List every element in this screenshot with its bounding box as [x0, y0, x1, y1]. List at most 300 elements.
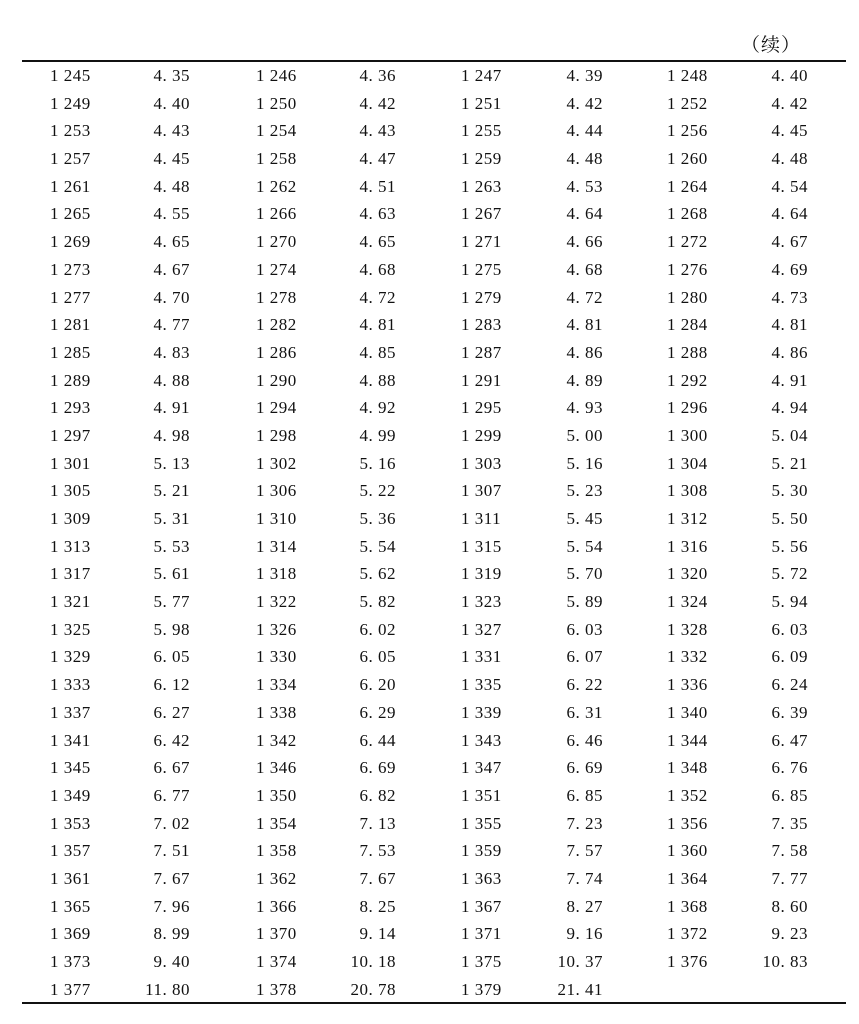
- value-cell: 7. 58: [771, 841, 808, 861]
- value-cell: 4. 77: [153, 315, 190, 335]
- value-cell: 5. 56: [771, 536, 808, 556]
- row-number-cell: 1 323: [461, 592, 502, 612]
- value-cell: 5. 72: [771, 564, 808, 584]
- row-number-cell: 1 301: [50, 453, 91, 473]
- value-cell: 5. 89: [566, 592, 603, 612]
- value-cell: 5. 54: [566, 536, 603, 556]
- row-number-cell: 1 330: [256, 647, 297, 667]
- value-cell: 6. 76: [771, 758, 808, 778]
- row-number-cell: 1 252: [667, 93, 708, 113]
- value-cell: 5. 45: [566, 509, 603, 528]
- row-number-cell: 1 357: [50, 841, 91, 861]
- row-number-cell: 1 281: [50, 315, 91, 335]
- row-number-cell: 1 373: [50, 952, 91, 971]
- value-cell: 9. 16: [566, 924, 603, 944]
- value-cell: 4. 45: [771, 121, 808, 141]
- row-number-cell: 1 255: [461, 121, 502, 141]
- row-number-cell: 1 286: [256, 342, 297, 362]
- value-cell: 4. 55: [153, 204, 190, 224]
- value-cell: 6. 69: [359, 758, 396, 778]
- row-number-cell: 1 326: [256, 619, 297, 639]
- value-cell: 4. 68: [359, 259, 396, 279]
- value-cell: 5. 30: [771, 481, 808, 501]
- row-number-cell: 1 292: [667, 370, 708, 390]
- value-cell: 4. 51: [359, 176, 396, 196]
- table-row: [0, 394, 859, 422]
- value-cell: 4. 54: [771, 176, 808, 196]
- row-number-cell: 1 270: [256, 232, 297, 252]
- value-cell: 10. 37: [557, 952, 603, 971]
- row-number-cell: 1 267: [461, 204, 502, 224]
- value-cell: 5. 00: [566, 425, 603, 445]
- table-row: [0, 643, 859, 671]
- value-cell: 4. 98: [153, 425, 190, 445]
- row-number-cell: 1 312: [667, 509, 708, 528]
- table-row: [0, 560, 859, 588]
- value-cell: 4. 89: [566, 370, 603, 390]
- value-cell: 6. 85: [771, 785, 808, 805]
- value-cell: 5. 23: [566, 481, 603, 501]
- row-number-cell: 1 329: [50, 647, 91, 667]
- row-number-cell: 1 378: [256, 979, 297, 999]
- value-cell: 6. 20: [359, 675, 396, 695]
- value-cell: 5. 21: [771, 453, 808, 473]
- value-cell: 4. 73: [771, 287, 808, 307]
- value-cell: 4. 85: [359, 342, 396, 362]
- row-number-cell: 1 320: [667, 564, 708, 584]
- value-cell: 6. 39: [771, 702, 808, 722]
- value-cell: 4. 69: [771, 259, 808, 279]
- value-cell: 4. 63: [359, 204, 396, 224]
- row-number-cell: 1 275: [461, 259, 502, 279]
- value-cell: 4. 92: [359, 398, 396, 418]
- value-cell: 10. 18: [350, 952, 396, 971]
- row-number-cell: 1 249: [50, 93, 91, 113]
- value-cell: 7. 67: [359, 868, 396, 888]
- row-number-cell: 1 322: [256, 592, 297, 612]
- value-cell: 5. 61: [153, 564, 190, 584]
- value-cell: 6. 05: [153, 647, 190, 667]
- value-cell: 5. 04: [771, 425, 808, 445]
- row-number-cell: 1 311: [461, 509, 502, 528]
- row-number-cell: 1 338: [256, 702, 297, 722]
- row-number-cell: 1 347: [461, 758, 502, 778]
- row-number-cell: 1 379: [461, 979, 502, 999]
- row-number-cell: 1 269: [50, 232, 91, 252]
- value-cell: 6. 05: [359, 647, 396, 667]
- value-cell: 6. 47: [771, 730, 808, 750]
- table-row: [0, 754, 859, 782]
- value-cell: 6. 09: [771, 647, 808, 667]
- row-number-cell: 1 353: [50, 813, 91, 833]
- row-number-cell: 1 321: [50, 592, 91, 612]
- value-cell: 9. 23: [771, 924, 808, 944]
- value-cell: 5. 53: [153, 536, 190, 556]
- table-row: [0, 145, 859, 173]
- table-row: [0, 90, 859, 118]
- value-cell: 4. 44: [566, 121, 603, 141]
- table-row: [0, 865, 859, 893]
- row-number-cell: 1 294: [256, 398, 297, 418]
- table-row: [0, 810, 859, 838]
- value-cell: 4. 65: [359, 232, 396, 252]
- value-cell: 6. 46: [566, 730, 603, 750]
- row-number-cell: 1 296: [667, 398, 708, 418]
- value-cell: 6. 31: [566, 702, 603, 722]
- row-number-cell: 1 280: [667, 287, 708, 307]
- value-cell: 4. 68: [566, 259, 603, 279]
- table-row: [0, 727, 859, 755]
- value-cell: 5. 50: [771, 509, 808, 528]
- row-number-cell: 1 362: [256, 868, 297, 888]
- table-row: [0, 588, 859, 616]
- table-row: [0, 422, 859, 450]
- value-cell: 7. 74: [566, 868, 603, 888]
- row-number-cell: 1 351: [461, 785, 502, 805]
- table-row: [0, 699, 859, 727]
- value-cell: 6. 42: [153, 730, 190, 750]
- value-cell: 4. 86: [566, 342, 603, 362]
- value-cell: 4. 88: [359, 370, 396, 390]
- value-cell: 5. 22: [359, 481, 396, 501]
- value-cell: 4. 64: [566, 204, 603, 224]
- row-number-cell: 1 374: [256, 952, 297, 971]
- value-cell: 5. 13: [153, 453, 190, 473]
- row-number-cell: 1 254: [256, 121, 297, 141]
- row-number-cell: 1 309: [50, 509, 91, 528]
- row-number-cell: 1 331: [461, 647, 502, 667]
- table-row: [0, 117, 859, 145]
- row-number-cell: 1 300: [667, 425, 708, 445]
- row-number-cell: 1 273: [50, 259, 91, 279]
- row-number-cell: 1 307: [461, 481, 502, 501]
- value-cell: 7. 02: [153, 813, 190, 833]
- table-row: [0, 671, 859, 699]
- row-number-cell: 1 288: [667, 342, 708, 362]
- value-cell: 4. 81: [771, 315, 808, 335]
- value-cell: 10. 83: [762, 952, 808, 971]
- row-number-cell: 1 261: [50, 176, 91, 196]
- row-number-cell: 1 377: [50, 979, 91, 999]
- row-number-cell: 1 366: [256, 896, 297, 916]
- row-number-cell: 1 245: [50, 66, 91, 85]
- row-number-cell: 1 363: [461, 868, 502, 888]
- row-number-cell: 1 359: [461, 841, 502, 861]
- row-number-cell: 1 325: [50, 619, 91, 639]
- value-cell: 5. 94: [771, 592, 808, 612]
- value-cell: 4. 48: [153, 176, 190, 196]
- row-number-cell: 1 368: [667, 896, 708, 916]
- row-number-cell: 1 251: [461, 93, 502, 113]
- row-number-cell: 1 297: [50, 425, 91, 445]
- value-cell: 4. 88: [153, 370, 190, 390]
- value-cell: 4. 47: [359, 149, 396, 169]
- value-cell: 6. 22: [566, 675, 603, 695]
- value-cell: 6. 85: [566, 785, 603, 805]
- table-row: [0, 228, 859, 256]
- row-number-cell: 1 355: [461, 813, 502, 833]
- row-number-cell: 1 278: [256, 287, 297, 307]
- row-number-cell: 1 248: [667, 66, 708, 85]
- row-number-cell: 1 335: [461, 675, 502, 695]
- table-row: [0, 837, 859, 865]
- row-number-cell: 1 376: [667, 952, 708, 971]
- row-number-cell: 1 287: [461, 342, 502, 362]
- value-cell: 6. 03: [771, 619, 808, 639]
- table-row: [0, 948, 859, 976]
- value-cell: 4. 43: [359, 121, 396, 141]
- row-number-cell: 1 306: [256, 481, 297, 501]
- value-cell: 4. 35: [153, 66, 190, 85]
- row-number-cell: 1 305: [50, 481, 91, 501]
- value-cell: 5. 77: [153, 592, 190, 612]
- row-number-cell: 1 263: [461, 176, 502, 196]
- row-number-cell: 1 299: [461, 425, 502, 445]
- row-number-cell: 1 298: [256, 425, 297, 445]
- row-number-cell: 1 360: [667, 841, 708, 861]
- row-number-cell: 1 336: [667, 675, 708, 695]
- row-number-cell: 1 375: [461, 952, 502, 971]
- row-number-cell: 1 332: [667, 647, 708, 667]
- row-number-cell: 1 350: [256, 785, 297, 805]
- value-cell: 8. 27: [566, 896, 603, 916]
- table-row: [0, 200, 859, 228]
- value-cell: 4. 40: [153, 93, 190, 113]
- row-number-cell: 1 365: [50, 896, 91, 916]
- value-cell: 4. 83: [153, 342, 190, 362]
- row-number-cell: 1 304: [667, 453, 708, 473]
- value-cell: 4. 45: [153, 149, 190, 169]
- table-row: [0, 284, 859, 312]
- value-cell: 5. 54: [359, 536, 396, 556]
- row-number-cell: 1 318: [256, 564, 297, 584]
- row-number-cell: 1 327: [461, 619, 502, 639]
- value-cell: 4. 65: [153, 232, 190, 252]
- value-cell: 4. 67: [771, 232, 808, 252]
- value-cell: 4. 53: [566, 176, 603, 196]
- row-number-cell: 1 285: [50, 342, 91, 362]
- row-number-cell: 1 349: [50, 785, 91, 805]
- row-number-cell: 1 339: [461, 702, 502, 722]
- row-number-cell: 1 367: [461, 896, 502, 916]
- value-cell: 5. 70: [566, 564, 603, 584]
- table-row: [0, 173, 859, 201]
- value-cell: 4. 36: [359, 66, 396, 85]
- value-cell: 4. 43: [153, 121, 190, 141]
- row-number-cell: 1 276: [667, 259, 708, 279]
- row-number-cell: 1 314: [256, 536, 297, 556]
- row-number-cell: 1 247: [461, 66, 502, 85]
- value-cell: 6. 27: [153, 702, 190, 722]
- row-number-cell: 1 293: [50, 398, 91, 418]
- value-cell: 4. 72: [566, 287, 603, 307]
- value-cell: 7. 57: [566, 841, 603, 861]
- row-number-cell: 1 345: [50, 758, 91, 778]
- value-cell: 7. 23: [566, 813, 603, 833]
- row-number-cell: 1 337: [50, 702, 91, 722]
- value-cell: 6. 29: [359, 702, 396, 722]
- row-number-cell: 1 371: [461, 924, 502, 944]
- value-cell: 5. 36: [359, 509, 396, 528]
- row-number-cell: 1 315: [461, 536, 502, 556]
- value-cell: 5. 31: [153, 509, 190, 528]
- table-row: [0, 893, 859, 921]
- row-number-cell: 1 341: [50, 730, 91, 750]
- value-cell: 4. 40: [771, 66, 808, 85]
- value-cell: 6. 03: [566, 619, 603, 639]
- row-number-cell: 1 291: [461, 370, 502, 390]
- row-number-cell: 1 340: [667, 702, 708, 722]
- row-number-cell: 1 264: [667, 176, 708, 196]
- value-cell: 4. 91: [771, 370, 808, 390]
- value-cell: 7. 13: [359, 813, 396, 833]
- value-cell: 4. 99: [359, 425, 396, 445]
- value-cell: 4. 81: [566, 315, 603, 335]
- row-number-cell: 1 262: [256, 176, 297, 196]
- row-number-cell: 1 279: [461, 287, 502, 307]
- table-row: [0, 450, 859, 478]
- table-row: [0, 505, 859, 533]
- value-cell: 7. 35: [771, 813, 808, 833]
- row-number-cell: 1 342: [256, 730, 297, 750]
- row-number-cell: 1 313: [50, 536, 91, 556]
- row-number-cell: 1 361: [50, 868, 91, 888]
- value-cell: 6. 24: [771, 675, 808, 695]
- table-row: [0, 62, 859, 90]
- row-number-cell: 1 346: [256, 758, 297, 778]
- row-number-cell: 1 266: [256, 204, 297, 224]
- table-bottom-rule: [22, 1002, 846, 1004]
- row-number-cell: 1 295: [461, 398, 502, 418]
- continued-label: （续）: [740, 35, 801, 56]
- value-cell: 4. 39: [566, 66, 603, 85]
- row-number-cell: 1 259: [461, 149, 502, 169]
- row-number-cell: 1 283: [461, 315, 502, 335]
- row-number-cell: 1 303: [461, 453, 502, 473]
- value-cell: 4. 93: [566, 398, 603, 418]
- row-number-cell: 1 265: [50, 204, 91, 224]
- value-cell: 9. 40: [153, 952, 190, 971]
- value-cell: 6. 07: [566, 647, 603, 667]
- table-row: [0, 976, 859, 1004]
- value-cell: 6. 82: [359, 785, 396, 805]
- row-number-cell: 1 316: [667, 536, 708, 556]
- value-cell: 7. 53: [359, 841, 396, 861]
- table-row: [0, 920, 859, 948]
- value-cell: 4. 86: [771, 342, 808, 362]
- value-cell: 7. 77: [771, 868, 808, 888]
- value-cell: 8. 25: [359, 896, 396, 916]
- table-row: [0, 477, 859, 505]
- row-number-cell: 1 343: [461, 730, 502, 750]
- value-cell: 4. 91: [153, 398, 190, 418]
- table-row: [0, 782, 859, 810]
- row-number-cell: 1 258: [256, 149, 297, 169]
- value-cell: 6. 44: [359, 730, 396, 750]
- row-number-cell: 1 324: [667, 592, 708, 612]
- table-row: [0, 311, 859, 339]
- row-number-cell: 1 369: [50, 924, 91, 944]
- row-number-cell: 1 328: [667, 619, 708, 639]
- table-row: [0, 367, 859, 395]
- row-number-cell: 1 358: [256, 841, 297, 861]
- row-number-cell: 1 356: [667, 813, 708, 833]
- value-cell: 4. 72: [359, 287, 396, 307]
- value-cell: 9. 14: [359, 924, 396, 944]
- value-cell: 5. 21: [153, 481, 190, 501]
- row-number-cell: 1 334: [256, 675, 297, 695]
- row-number-cell: 1 364: [667, 868, 708, 888]
- value-cell: 4. 42: [771, 93, 808, 113]
- value-cell: 7. 67: [153, 868, 190, 888]
- value-cell: 4. 48: [566, 149, 603, 169]
- value-cell: 20. 78: [350, 979, 396, 999]
- row-number-cell: 1 290: [256, 370, 297, 390]
- value-cell: 21. 41: [557, 979, 603, 999]
- data-table: [0, 62, 859, 1003]
- value-cell: 4. 67: [153, 259, 190, 279]
- row-number-cell: 1 256: [667, 121, 708, 141]
- value-cell: 7. 51: [153, 841, 190, 861]
- value-cell: 4. 64: [771, 204, 808, 224]
- value-cell: 6. 02: [359, 619, 396, 639]
- row-number-cell: 1 253: [50, 121, 91, 141]
- value-cell: 8. 99: [153, 924, 190, 944]
- row-number-cell: 1 250: [256, 93, 297, 113]
- value-cell: 6. 12: [153, 675, 190, 695]
- row-number-cell: 1 284: [667, 315, 708, 335]
- table-row: [0, 339, 859, 367]
- value-cell: 5. 16: [359, 453, 396, 473]
- row-number-cell: 1 257: [50, 149, 91, 169]
- row-number-cell: 1 289: [50, 370, 91, 390]
- value-cell: 5. 16: [566, 453, 603, 473]
- table-row: [0, 533, 859, 561]
- table-row: [0, 616, 859, 644]
- row-number-cell: 1 308: [667, 481, 708, 501]
- value-cell: 4. 66: [566, 232, 603, 252]
- row-number-cell: 1 268: [667, 204, 708, 224]
- value-cell: 6. 69: [566, 758, 603, 778]
- row-number-cell: 1 260: [667, 149, 708, 169]
- value-cell: 7. 96: [153, 896, 190, 916]
- row-number-cell: 1 277: [50, 287, 91, 307]
- value-cell: 6. 67: [153, 758, 190, 778]
- value-cell: 4. 48: [771, 149, 808, 169]
- value-cell: 4. 94: [771, 398, 808, 418]
- value-cell: 4. 42: [359, 93, 396, 113]
- row-number-cell: 1 272: [667, 232, 708, 252]
- value-cell: 5. 98: [153, 619, 190, 639]
- row-number-cell: 1 302: [256, 453, 297, 473]
- row-number-cell: 1 271: [461, 232, 502, 252]
- value-cell: 4. 42: [566, 93, 603, 113]
- row-number-cell: 1 319: [461, 564, 502, 584]
- value-cell: 8. 60: [771, 896, 808, 916]
- value-cell: 4. 81: [359, 315, 396, 335]
- value-cell: 5. 62: [359, 564, 396, 584]
- row-number-cell: 1 246: [256, 66, 297, 85]
- row-number-cell: 1 274: [256, 259, 297, 279]
- table-row: [0, 256, 859, 284]
- row-number-cell: 1 354: [256, 813, 297, 833]
- value-cell: 6. 77: [153, 785, 190, 805]
- row-number-cell: 1 352: [667, 785, 708, 805]
- row-number-cell: 1 333: [50, 675, 91, 695]
- row-number-cell: 1 372: [667, 924, 708, 944]
- row-number-cell: 1 370: [256, 924, 297, 944]
- row-number-cell: 1 310: [256, 509, 297, 528]
